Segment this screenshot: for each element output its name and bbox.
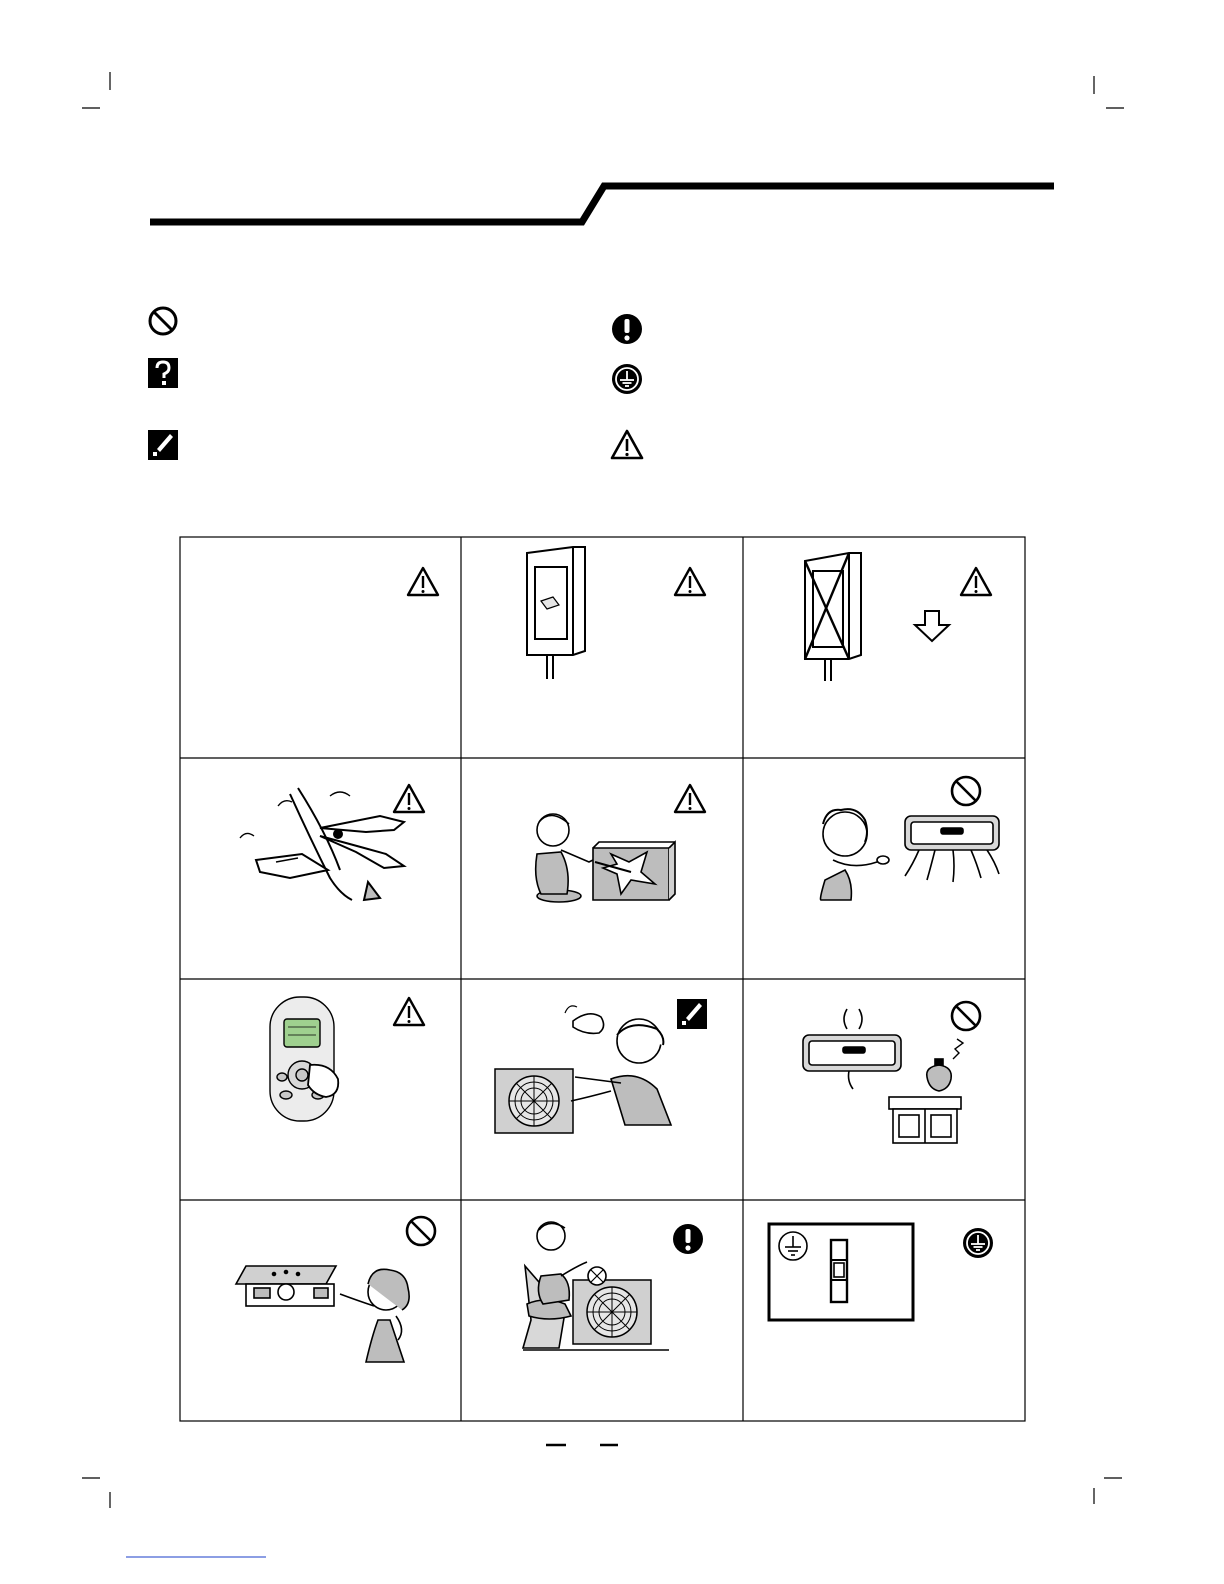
repair-icon [677,999,707,1029]
ground-terminal-panel-illustration [769,1224,913,1320]
grid-cell-12 [743,1200,1025,1421]
woman-pointing-at-unit-illustration [236,1266,409,1362]
grid-cell-1 [180,537,461,758]
indoor-unit-above-stove-illustration [803,1009,963,1143]
prohibition-icon [952,777,980,805]
prohibition-icon [952,1002,980,1030]
technician-illustration [565,1006,671,1125]
child-poking-outdoor-unit-illustration [536,814,675,902]
grid-cell-2 [461,537,743,758]
crossed-breaker-box-illustration [805,553,949,681]
prohibition-icon [407,1217,435,1245]
warning-icon [961,568,991,595]
grid-cell-11 [461,1200,743,1421]
grid-cell-6 [743,758,1025,979]
breaker-box-illustration [527,547,585,679]
warning-icon [394,998,424,1025]
remote-controller-illustration [270,997,338,1121]
warning-icon [675,568,705,595]
cutting-wires-illustration [240,788,404,900]
ground-icon [963,1228,993,1258]
grid-cell-8 [461,979,743,1200]
mandatory-icon [673,1224,703,1254]
grid-cell-5 [461,758,743,979]
grid-cell-3 [743,537,1025,758]
warning-icon [394,785,424,812]
grid-cell-7 [180,979,461,1200]
outdoor-unit [495,1069,573,1133]
grid-cell-10 [180,1200,461,1421]
outdoor-unit [573,1280,651,1344]
warning-icon [675,785,705,812]
warning-icon [408,568,438,595]
grid-cell-4 [180,758,461,979]
child-hand-in-airflow-illustration [821,809,1000,900]
grid-cell-9 [743,979,1025,1200]
